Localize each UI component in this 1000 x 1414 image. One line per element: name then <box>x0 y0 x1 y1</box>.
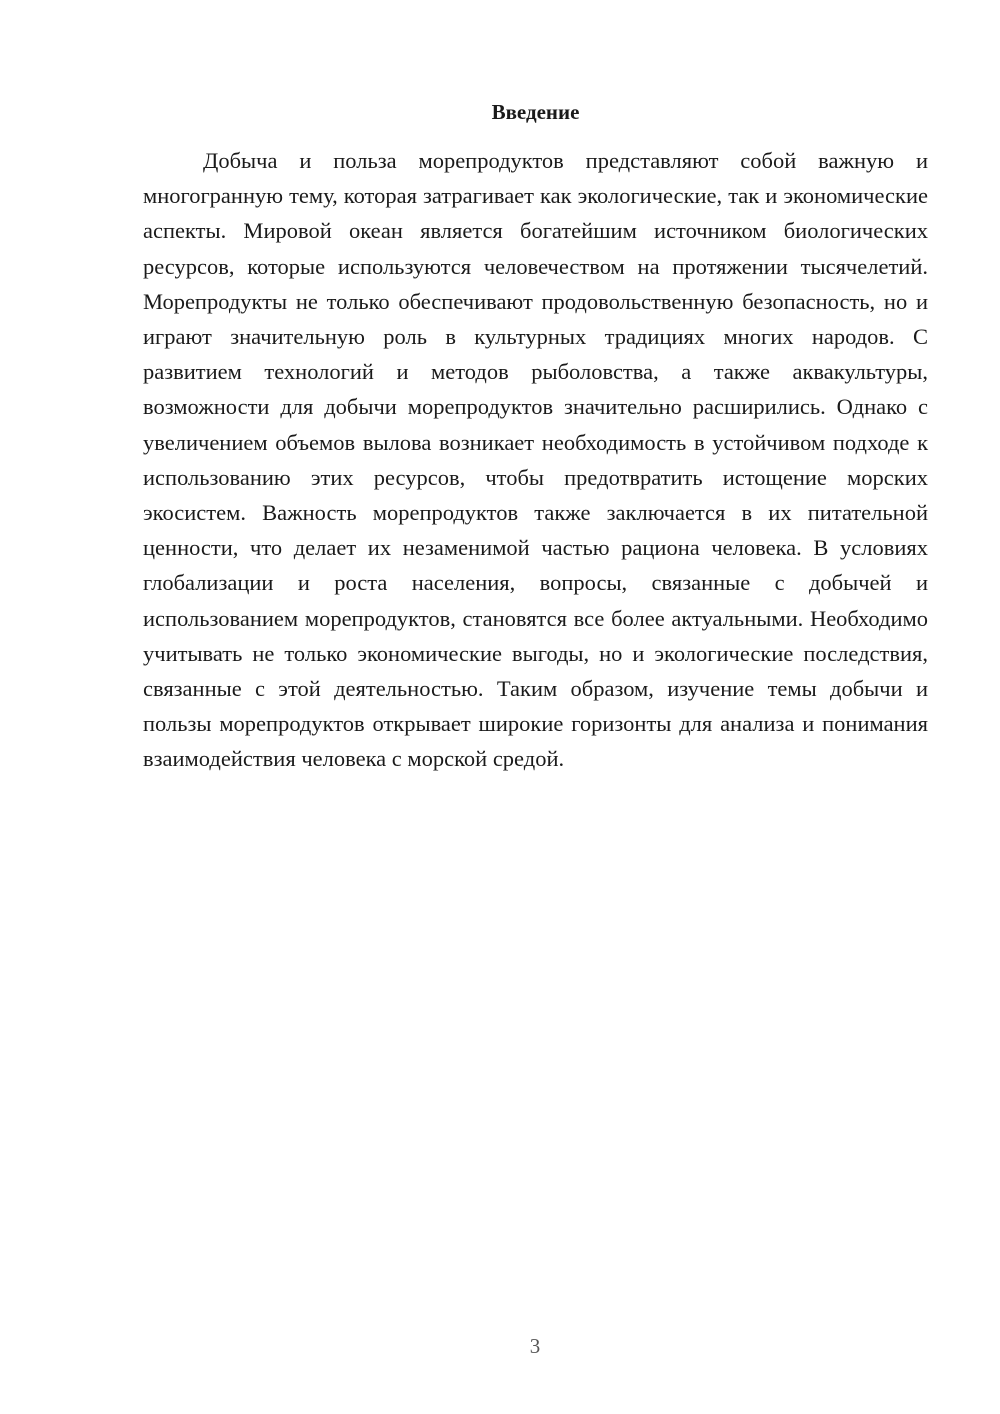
paragraph-text: Добыча и польза морепродуктов представляют собой важную и многогранную тему, которая затрагивает как экологические, так и экономические аспекты. Мировой океан является богатейшим источником биологических ресурсов, которые используются человечеством на протяжении тысячелетий. Морепродукты не только обеспечивают продовольственную безопасность, но и играют значительную роль в культурных традициях многих народов. С развитием технологий и методов рыболовства, а также аквакультуры, возможности для добычи морепродуктов значительно расширились. Однако с увеличением объемов вылова возникает необходимость в устойчивом подходе к использованию этих ресурсов, чтобы предотвратить истощение морских экосистем. Важность морепродуктов также заключается в их питательной ценности, что делает их незаменимой частью рациона человека. В условиях глобализации и роста населения, вопросы, связанные с добычей и использованием морепродуктов, становятся все более актуальными. Необходимо учитывать не только экономические выгоды, но и экологические последствия, связанные с этой деятельностью. Таким образом, изучение темы добычи и пользы морепродуктов открывает широкие горизонты для анализа и понимания взаимодействия человека с морской средой. <box>143 148 928 772</box>
page-number: 3 <box>529 1334 541 1358</box>
body-paragraph <box>143 143 928 777</box>
section-heading: Введение <box>491 100 580 124</box>
